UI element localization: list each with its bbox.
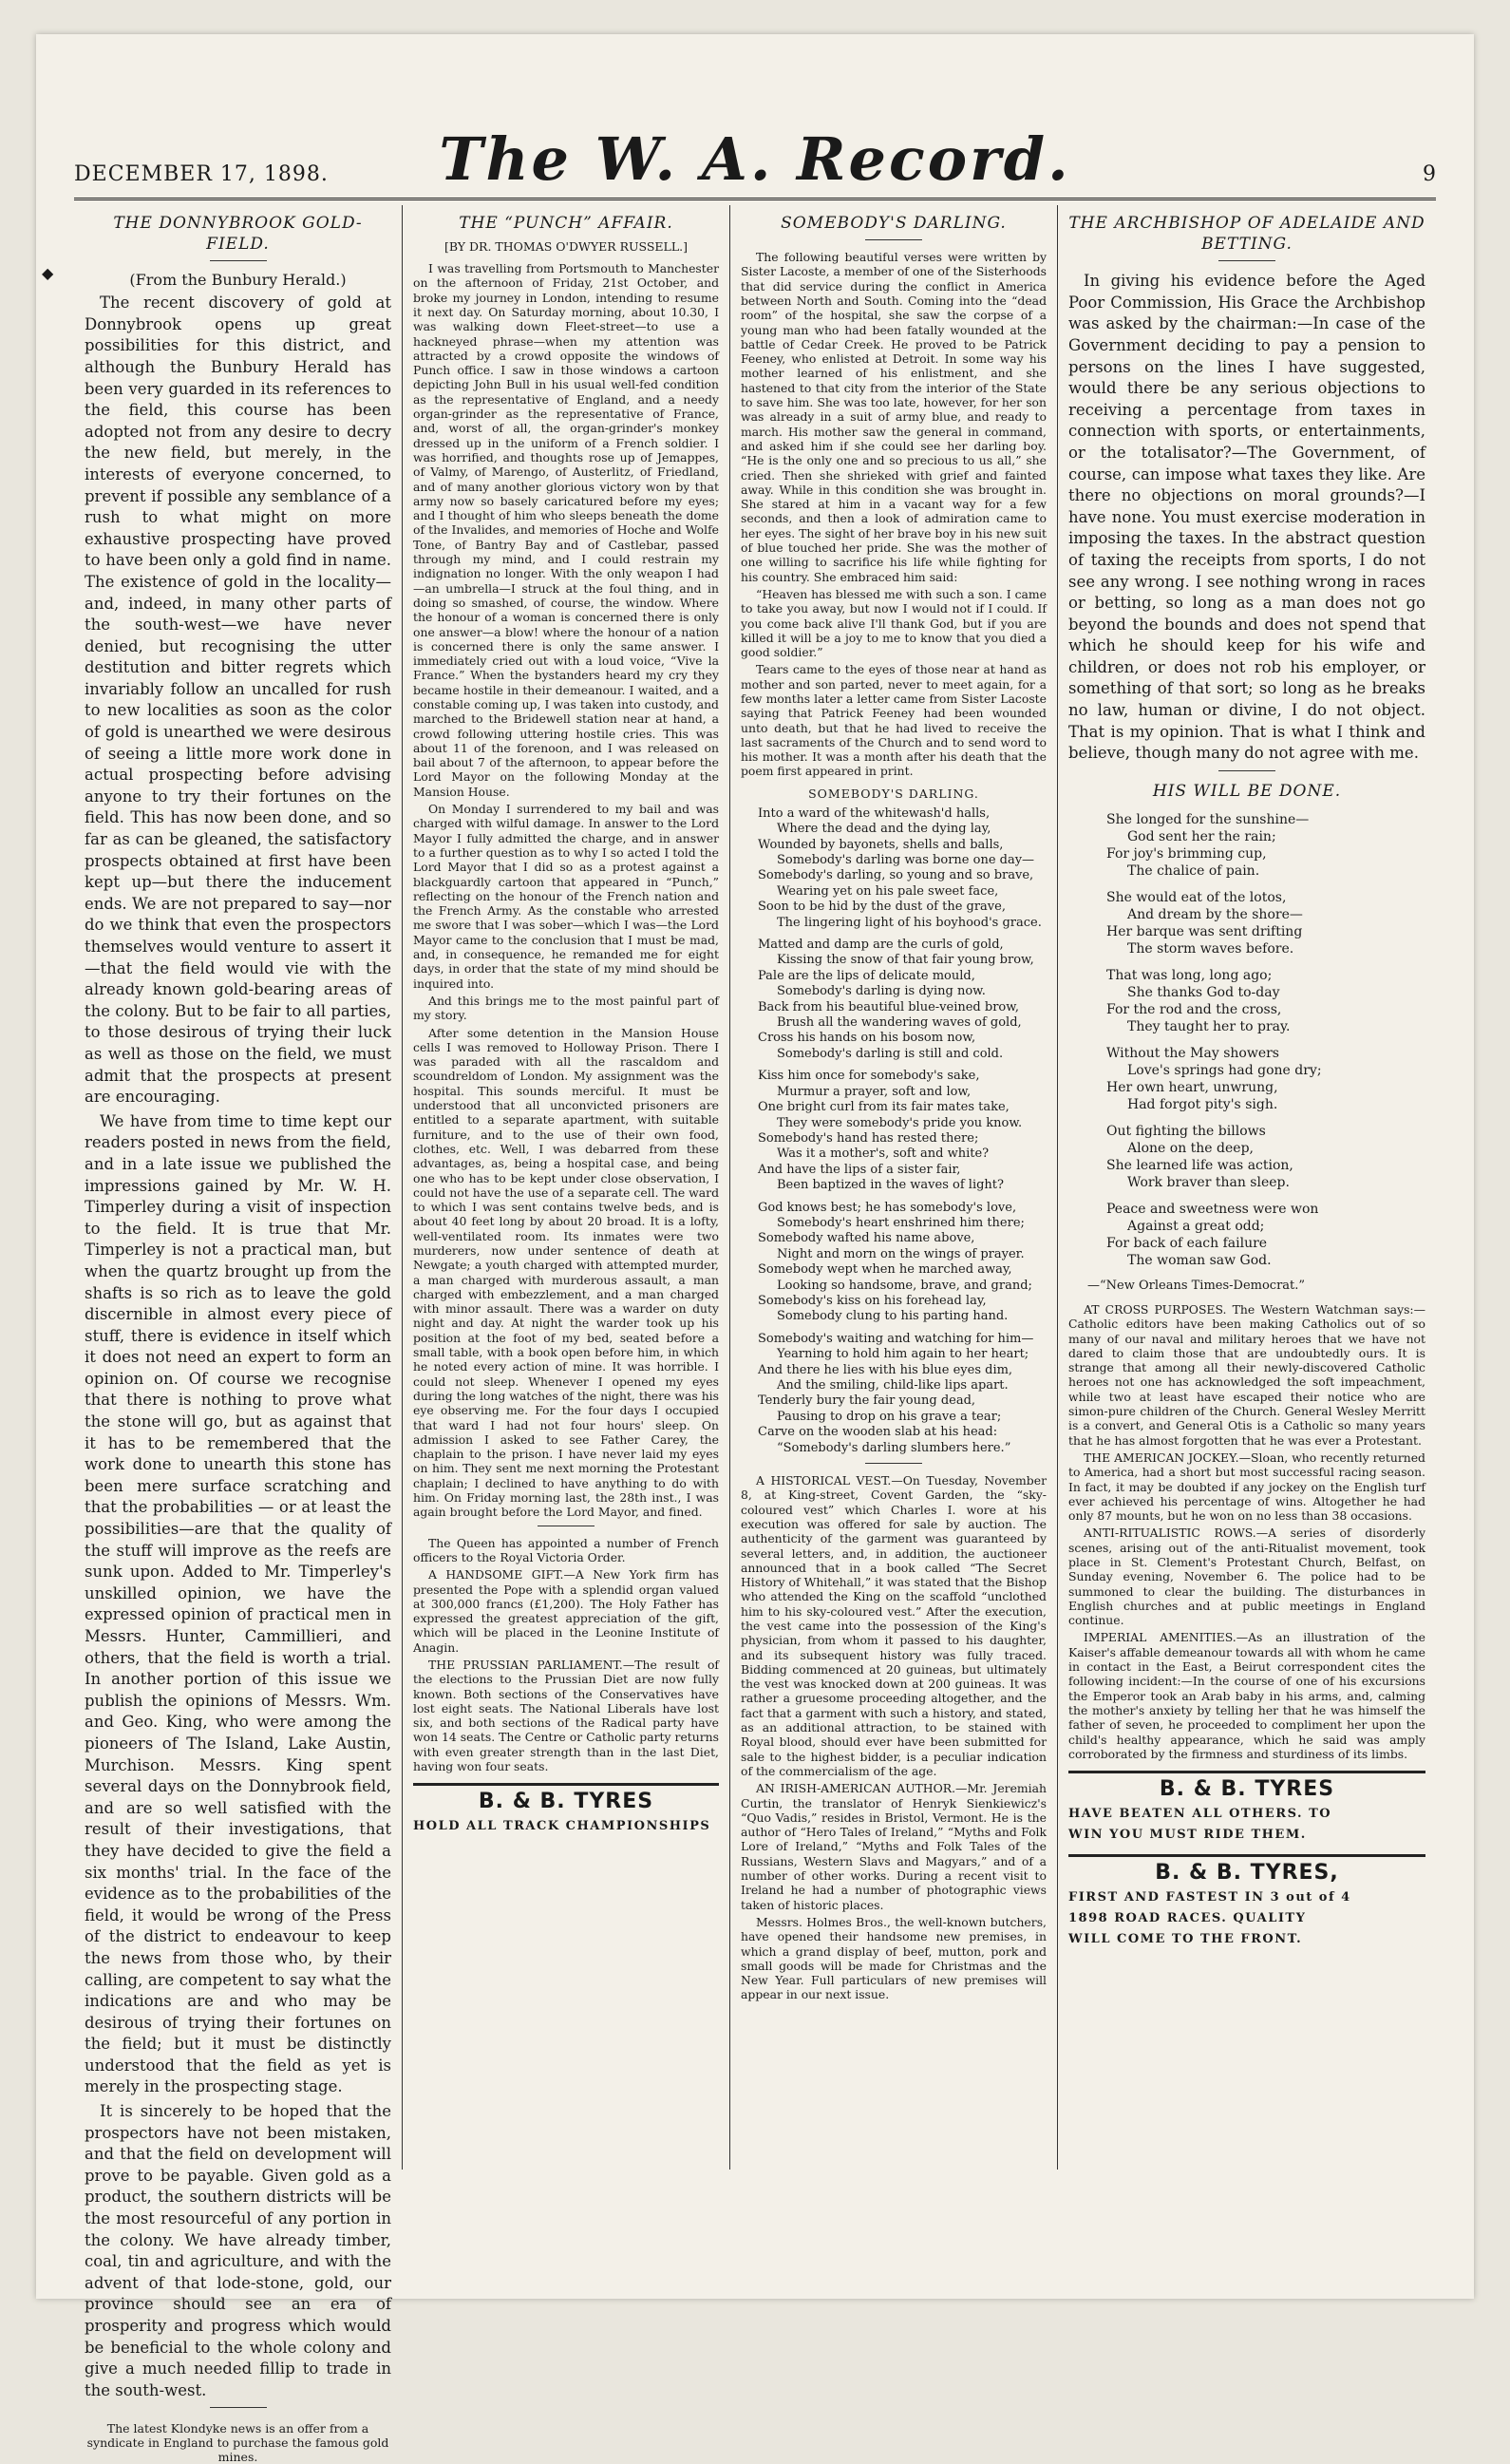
paragraph: On Monday I surrendered to my bail and was charged with wilful damage. In answer to the Lord Mayor I fully admitted the charge, and in answer to a further question as to why I so acted I told the Lord Mayor that I did so as a protest against a blackguardly cartoon that appeared in “Punch,” reflecting on the honour of the French nation and the French Army. As the constable who arrested me swore that I was sober—which I was—the Lord Mayor came to the conclusion that I must be mad, and, in consequence, he remanded me for eight days, in order that the state of my mind should be inquired into. [413,802,719,991]
news-item: AN IRISH-AMERICAN AUTHOR.—Mr. Jeremiah Curtin, the translator of Henryk Sienkiewicz's “Quo Vadis,” resides in Bristol, Vermont. He is the author of “Hero Tales of Ireland,” “Myths and Folk Lore of Ireland,” “Myths and Folk Tales of the Russians, Western Slavs and Magyars,” and of a number of other works. During a recent visit to Ireland he had a number of photographic views taken of historic places. [741,1781,1048,1912]
ad-line: HAVE BEATEN ALL OTHERS. TO [1068,1807,1332,1822]
news-lead: IMPERIAL AMENITIES. [1084,1630,1236,1645]
news-lead: THE AMERICAN JOCKEY. [1084,1450,1239,1465]
poem-his-will-be-done [1106,811,1425,1269]
column-1 [74,205,402,2464]
poem-source: —“New Orleans Times-Democrat.” [1087,1278,1306,1293]
poem-stanza: God knows best; he has somebody's love, Somebody's heart enshrined him there; Somebody wafted his name above, Night and morn on the wings of prayer. Somebody wept when he marched away, Looking so handsome, brave, and grand; Somebody's kiss on his forehead lay, Somebody clung to his parting hand. [758,1200,1032,1324]
ad-heading: B. & B. TYRES [478,1790,654,1814]
ad-line: WIN YOU MUST RIDE THEM. [1068,1828,1307,1843]
poem-stanza: Without the May showers Love's springs had gone dry; Her own heart, unwrung, Had forgot pity's sigh. [1106,1045,1322,1112]
newspaper-title: The W. A. Record. [439,124,1071,194]
article-title-somebodys-darling: SOMEBODY'S DARLING. [781,214,1007,233]
news-item: A HISTORICAL VEST.—On Tuesday, November 8, at King-street, Covent Garden, the “sky-coloured vest” which Charles I. wore at his execution was offered for sale by auction. The authenticity of the garment was guaranteed by several letters, and, in addition, the auctioneer announced that in a book called “The Secret History of Whitehall,” it was stated that the Bishop who attended the King on the scaffold “unclothed him to his sky-coloured vest.” After the execution, the vest came into the possession of the King's physician, from whom it passed to his daughter, and its subsequent history was fully traced. Bidding commenced at 20 guineas, but ultimately the vest was knocked down at 200 guineas. It was rather a gruesome proceeding altogether, and the fact that a garment with such a history, and stated, as an additional attraction, to be stained with Royal blood, should ever have been submitted for sale to the highest bidder, is a peculiar indication of the commercialism of the age. [741,1473,1047,1778]
ad-rule [1068,1771,1425,1773]
ad-rule [1068,1854,1425,1857]
section-rule [1218,770,1275,771]
quote: “Heaven has blessed me with such a son. I came to take you away, but now I would not if I could. If you come back alive I'll thank God, but if you are killed it will be a joy to me to know that you died a good soldier.” [741,586,1047,660]
paragraph: In giving his evidence before the Aged Poor Commission, His Grace the Archbishop was asked by the chairman:—In case of the Government deciding to pay a pension to persons on the lines I have suggested, would there be any serious objections to receiving a percentage from taxes in connection with sports, or entertainments, or the totalisator?—The Government, of course, can impose what taxes they like. Are there no objections on moral grounds?—I have none. You must exercise moderation in imposing the taxes. In the abstract question of taxing the receipts from sports, I do not see any wrong. I see nothing wrong in races or betting, so long as a man does not go beyond the bounds and does not spend that which he should keep for his wife and children, or does not rob his employer, or something of that sort; so long as he breaks no law, human or divine, I do not object. That is my opinion. That is what I think and believe, though many do not agree with me. [1068,272,1425,763]
title-rule [865,239,922,240]
news-item: ANTI-RITUALISTIC ROWS.—A series of disorderly scenes, arising out of the anti-Ritualist movement, took place in St. Clement's Protestant Church, Belfast, on Sunday evening, November 6. The police had to be summoned to clear the building. The disturbances in English churches and at public meetings in England continue. [1068,1526,1426,1628]
section-rule [210,2407,267,2408]
paragraph: And this brings me to the most painful part of my story. [413,993,719,1023]
news-item: THE AMERICAN JOCKEY.—Sloan, who recently returned to America, had a short but most successful racing season. In fact, it may be doubted if any jockey on the English turf ever achieved his percentage of wins. Altogether he had only 87 mounts, but he won on no less than 38 occasions. [1068,1450,1425,1524]
paragraph: It is sincerely to be hoped that the prospectors have not been mistaken, and that the field on development will prove to be payable. Given gold as a product, the southern districts will be the most resourceful of any portion in the colony. We have already timber, coal, tin and agriculture, and with the advent of that lode-stone, gold, our province should see an era of prosperity and progress which would be beneficial to the whole colony and give a much needed fillip to trade in the south-west. [85,2102,391,2399]
poem-stanza: Out fighting the billows Alone on the deep, She learned life was action, Work braver than sleep. [1106,1123,1293,1190]
section-rule [865,1463,922,1464]
poem-stanza: Into a ward of the whitewash'd halls, Where the dead and the dying lay, Wounded by bayonets, shells and balls, Somebody's darling was borne one day— Somebody's darling, so young and so brave, Wearing yet on his pale sweet face, Soon to be hid by the dust of the grave, The lingering light of his boyhood's grace. [758,806,1042,930]
poem-title: SOMEBODY'S DARLING. [808,786,979,801]
margin-mark: ◆ [42,264,54,282]
ad-heading: B. & B. TYRES, [1155,1861,1339,1886]
page-number: 9 [1423,162,1436,186]
column-3 [729,205,1057,2170]
article-source: (From the Bunbury Herald.) [129,271,347,290]
news-lead: THE PRUSSIAN PARLIAMENT. [428,1658,623,1672]
ad-line: 1898 ROAD RACES. QUALITY [1068,1911,1307,1926]
paragraph: The recent discovery of gold at Donnybrook opens up great possibilities for this district, and although the Bunbury Herald has been very guarded in its references to the field, this course has been adopted not from any desire to decry the new field, but merely, in the interests of everyone concerned, to prevent if possible any semblance of a rush to what might on more exhaustive prospecting have proved to have been only a gold find in name. The existence of gold in the locality—and, indeed, in many other parts of the south-west—we have never denied, but recognising the utter destitution and bitter regrets which invariably follow an uncalled for rush to new localities as soon as the color of gold is unearthed we were desirous of seeing a little more work done in actual prospecting before advising anyone to try their fortunes on the field. This has now been done, and so far as can be gleaned, the satisfactory prospects obtained at first have been kept up—but there the inducement ends. We are not prepared to say—nor do we think that even the prospectors themselves would venture to assert it—that the field would vie with the already known gold-bearing areas of the colony. But to be fair to all parties, to those desirous of trying their luck as well as those on the field, we must admit that the prospects at present are encouraging. [85,294,391,1107]
poem-stanza: Peace and sweetness were won Against a great odd; For back of each failure The woman saw God. [1106,1201,1319,1268]
title-rule [1218,260,1275,261]
title-rule [210,260,267,261]
news-item: IMPERIAL AMENITIES.—As an illustration of the Kaiser's affable demeanour towards all with whom he came in contact in the East, a Beirut correspondent cites the following incident:—In the course of one of his excursions the Emperor took an Arab baby in his arms, and, calming the mother's anxiety by telling her that he was himself the father of seven, he proceeded to compliment her upon the child's healthy appearance, which he said was amply corroborated by the firmness and sturdiness of its limbs. [1068,1630,1425,1761]
columns [74,205,1436,2464]
footnote-klondyke: The latest Klondyke news is an offer from a syndicate in England to purchase the famous gold mines. [86,2421,389,2464]
column-2 [402,205,729,2170]
ad-rule [413,1783,719,1786]
paragraph: Tears came to the eyes of those near at hand as mother and son parted, never to meet again, for a few months later a letter came from Sister Lacoste saying that Patrick Feeney had been wounded unto death, but that he had lived to receive the last sacraments of the Church and to send word to his mother. It was a month after his death that the poem first appeared in print. [741,662,1047,779]
ad-heading: B. & B. TYRES [1159,1777,1335,1802]
masthead-rule [74,198,1436,200]
column-4 [1057,205,1436,2170]
issue-date: DECEMBER 17, 1898. [74,162,329,186]
news-lead: A HISTORICAL VEST. [756,1473,892,1488]
article-byline: [BY DR. THOMAS O'DWYER RUSSELL.] [444,239,689,255]
ad-line: FIRST AND FASTEST IN 3 out of 4 [1068,1890,1351,1905]
paragraph: We have from time to time kept our readers posted in news from the field, and in a late issue we published the impressions gained by Mr. W. H. Timperley during a visit of inspection to the field. It is true that Mr. Timperley is not a practical man, but when the quartz brought up from the shafts is so rich as to leave the gold discernible in almost every piece of stuff, there is evidence in itself which it does not need an expert to form an opinion on. Of course we recognise that there is nothing to prove what the stone will go, but as against that it has to be remembered that the work done to unearth this stone has been mere surface scratching and that the probabilities — or at least the possibilities—are that the quality of the stuff will improve as the reefs are sunk upon. Added to Mr. Timperley's unskilled opinion, we have the expressed opinion of practical men in Messrs. Hunter, Cammillieri, and others, that the field is worth a trial. In another portion of this issue we publish the opinions of Messrs. Wm. and Geo. King, who were among the pioneers of The Island, Lake Austin, Murchison. Messrs. King spent several days on the Donnybrook field, and are so well satisfied with the result of their investigations, that they have decided to give the field a six months' trial. In the face of the evidence as to the probabilities of the field, it would be wrong of the Press of the district to endeavour to keep the news from those who, by their calling, are competent to say what the indications are and who may be desirous of trying their fortunes on the field; but it must be distinctly understood that the field as yet is merely in the prospecting stage. [85,1111,391,2096]
news-lead: ANTI-RITUALISTIC ROWS. [1084,1526,1256,1541]
news-lead: A HANDSOME GIFT. [428,1567,564,1583]
poem-stanza: Kiss him once for somebody's sake, Murmur a prayer, soft and low, One bright curl from its fair mates take, They were somebody's pride you know. Somebody's hand has rested there; Was it a mother's, soft and white? And have the lips of a sister fair, Been baptized in the waves of light? [758,1069,1023,1193]
newspaper-page [36,34,1474,2464]
poem-title-his-will: HIS WILL BE DONE. [1152,781,1342,801]
poem-somebodys-darling [758,806,1047,1456]
paragraph: The following beautiful verses were written by Sister Lacoste, a member of one of the Sisterhoods that did service during the conflict in America between North and South. Coming into the “dead room” of the hospital, she saw the corpse of a young man who had been fatally wounded at the battle of Cedar Creek. He proved to be Patrick Feeney, who enlisted at Detroit. In some way his mother learned of his enlistment, and she hastened to that city from the interior of the State to save him. She was too late, however, for her son was already in a suit of army blue, and ready to march. His mother saw the general in command, and asked him if she could see her darling boy. “He is the only one and so precious to us all,” she cried. Then she shrieked with grief and fainted away. While in this condition she was brought in. She stared at him in a vacant way for a few seconds, and then a look of admiration came to her eyes. The sight of her brave boy in his new suit of blue touched her pride. She was the mother of one willing to sacrifice his life while fighting for his country. She embraced him said: [741,250,1048,584]
poem-stanza: She longed for the sunshine— God sent her the rain; For joy's brimming cup, The chalice of pain. [1106,811,1310,879]
poem-stanza: Somebody's waiting and watching for him— Yearning to hold him again to her heart; And there he lies with his blue eyes dim, And the smiling, child-like lips apart. Tenderly bury the fair young dead, Pausing to drop on his grave a tear; Carve on the wooden slab at his head: “Somebody's darling slumbers here.” [758,1331,1034,1455]
news-lead: AT CROSS PURPOSES. [1084,1301,1227,1317]
news-item: Messrs. Holmes Bros., the well-known butchers, have opened their handsome new premises, in which a grand display of beef, mutton, pork and small goods will be made for Christmas and the New Year. Full particulars of new premises will appear in our next issue. [741,1914,1047,2002]
poem-stanza: Matted and damp are the curls of gold, Kissing the snow of that fair young brow, Pale are the lips of delicate mould, Somebody's darling is dying now. Back from his beautiful blue-veined brow, Brush all the wandering waves of gold, Cross his hands on his bosom now, Somebody's darling is still and cold. [758,938,1034,1061]
article-title-archbishop: THE ARCHBISHOP OF ADELAIDE AND BETTING. [1068,214,1425,255]
article-title-donnybrook: THE DONNYBROOK GOLD-FIELD. [113,214,363,255]
news-lead: AN IRISH-AMERICAN AUTHOR. [756,1781,956,1796]
news-item: AT CROSS PURPOSES. The Western Watchman says:—Catholic editors have been making Catholics out of so many of our naval and military heroes that we have not dared to claim those that are undoubtedly ours. It is strange that among all their newly-discovered Catholic heroes not one has acknowledged the soft impeachment, while two at least have escaped their notice who are simon-pure children of the Church. General Wesley Merritt is a convert, and General Otis is a Catholic so many years that he has almost forgotten that he was ever a Protestant. [1068,1301,1425,1448]
news-item: The Queen has appointed a number of French officers to the Royal Victoria Order. [413,1535,719,1564]
news-item: A HANDSOME GIFT.—A New York firm has presented the Pope with a splendid organ valued at 300,000 francs (£1,200). The Holy Father has expressed the greatest appreciation of the gift, which will be placed in the Leonine Institute of Anagin. [413,1567,719,1655]
poem-stanza: That was long, long ago; She thanks God to-day For the rod and the cross, They taught her to pray. [1106,967,1291,1034]
poem-stanza: She would eat of the lotos, And dream by the shore— Her barque was sent drifting The storm waves before. [1106,889,1303,957]
masthead [74,122,1436,194]
paragraph: After some detention in the Mansion House cells I was removed to Holloway Prison. There I was paraded with all the rascaldom and scoundreldom of London. My assignment was the hospital. This sounds merciful. It must be understood that all unconvicted prisoners are entitled to a separate apartment, with suitable furniture, and to the use of their own food, clothes, etc. Well, I was debarred from these advantages, as, being a hospital case, and being one who has to be kept under close observation, I could not have the use of a separate cell. The ward to which I was sent contains twelve beds, and is about 40 feet long by about 20 broad. It is a lofty, well-ventilated room. Its inmates were two murderers, now under sentence of death at Newgate; a youth charged with attempted murder, a man charged with murderous assault, a man charged with embezzlement, and a man charged with minor assault. There was a warder on duty night and day. At night the warder took up his position at the foot of my bed, seated before a small table, with a book open before him, in which he noted every action of mine. It was horrible. I could not sleep. Whenever I opened my eyes during the long watches of the night, there was his eye observing me. For the four days I occupied that ward I had not four hours' sleep. On admission I asked to see Father Carey, the chaplain to the prison. I have never laid my eyes on him. They sent me next morning the Protestant chaplain; I declined to have anything to do with him. On Friday morning last, the 28th inst., I was again brought before the Lord Mayor, and fined. [413,1025,719,1520]
ad-line: WILL COME TO THE FRONT. [1068,1932,1303,1947]
news-item: THE PRUSSIAN PARLIAMENT.—The result of the elections to the Prussian Diet are now fully known. Both sections of the Conservatives have lost eight seats. The National Liberals have lost six, and both sections of the Radical party have won 14 seats. The Centre or Catholic party returns with even greater strength than in the last Diet, having won four seats. [413,1658,719,1774]
paragraph: I was travelling from Portsmouth to Manchester on the afternoon of Friday, 21st October, and broke my journey in London, intending to resume it next day. On Saturday morning, about 10.30, I was walking down Fleet-street—to use a hackneyed phrase—when my attention was attracted by a crowd opposite the windows of Punch office. I saw in those windows a cartoon depicting John Bull in his usual well-fed condition as the representative of England, and a needy organ-grinder as the representative of France, and, worst of all, the organ-grinder's monkey dressed up in the uniform of a French soldier. I was horrified, and thoughts rose up of Jemappes, of Valmy, of Marengo, of Austerlitz, of Friedland, and of many another glorious victory won by that army now so basely caricatured before my eyes; and I thought of him who sleeps beneath the dome of the Invalides, and memories of Hoche and Wolfe Tone, of Bantry Bay and of Castlebar, passed through my mind, and I could restrain my indignation no longer. With the only weapon I had—an umbrella—I struck at the foul thing, and in doing so smashed, of course, the window. Where the honour of a woman is concerned there is only one answer—a blow! where the honour of a nation is concerned there is only the same answer. I immediately cried out with a loud voice, “Vive la France.” When the bystanders heard my cry they became hostile in their demeanour. I waited, and a constable coming up, I was taken into custody, and marched to the Bridewell station near at hand, a crowd following uttering hostile cries. This was about 11 of the forenoon, and I was released on bail about 7 of the afternoon, to appear before the Lord Mayor on the following Monday at the Mansion House. [413,261,719,799]
ad-line: HOLD ALL TRACK CHAMPIONSHIPS [413,1819,711,1834]
article-title-punch: THE “PUNCH” AFFAIR. [459,214,673,233]
